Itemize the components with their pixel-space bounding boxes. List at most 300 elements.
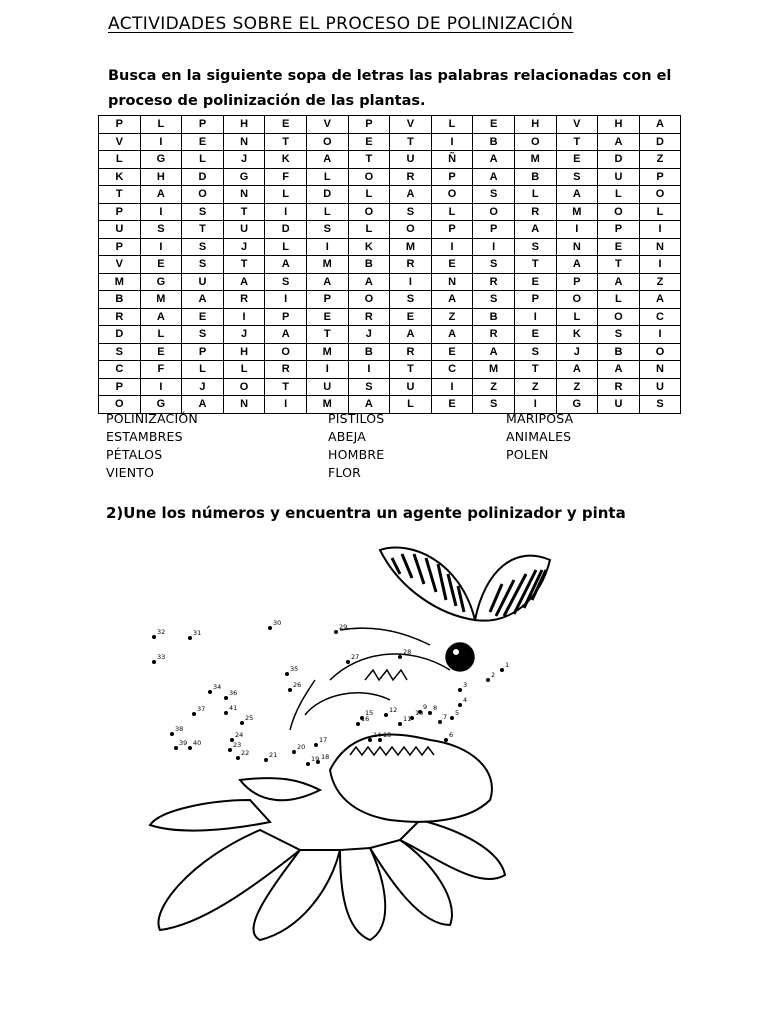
grid-letter-cell: K: [265, 151, 307, 169]
dot-number-label: 20: [297, 743, 306, 751]
grid-letter-cell: I: [431, 378, 473, 396]
grid-letter-cell: O: [556, 291, 598, 309]
dot-number-label: 36: [229, 689, 238, 697]
grid-letter-cell: H: [223, 116, 265, 134]
grid-letter-cell: U: [639, 378, 681, 396]
dot-number-label: 1: [505, 661, 510, 669]
grid-letter-cell: I: [140, 203, 182, 221]
grid-letter-cell: F: [140, 361, 182, 379]
dot-number-label: 32: [157, 628, 166, 636]
grid-letter-cell: O: [431, 186, 473, 204]
grid-letter-cell: E: [514, 273, 556, 291]
grid-letter-cell: A: [598, 361, 640, 379]
dot-point: [384, 713, 388, 717]
grid-letter-cell: O: [598, 203, 640, 221]
grid-letter-cell: A: [639, 291, 681, 309]
grid-letter-cell: M: [140, 291, 182, 309]
dot-number-label: 8: [433, 704, 438, 712]
grid-letter-cell: G: [556, 396, 598, 414]
grid-letter-cell: N: [556, 238, 598, 256]
dot-number-label: 10: [415, 709, 424, 717]
grid-letter-cell: U: [99, 221, 141, 239]
dot-point: [458, 703, 462, 707]
grid-letter-cell: B: [598, 343, 640, 361]
grid-letter-cell: L: [306, 168, 348, 186]
grid-letter-cell: D: [182, 168, 224, 186]
dot-point: [230, 738, 234, 742]
grid-letter-cell: S: [182, 203, 224, 221]
grid-letter-cell: O: [598, 308, 640, 326]
grid-letter-cell: O: [348, 168, 390, 186]
dot-number-label: 33: [157, 653, 166, 661]
dot-number-label: 34: [213, 683, 222, 691]
grid-letter-cell: P: [348, 116, 390, 134]
grid-letter-cell: S: [306, 221, 348, 239]
grid-letter-cell: Z: [639, 151, 681, 169]
grid-letter-cell: P: [431, 221, 473, 239]
grid-letter-cell: T: [348, 151, 390, 169]
grid-letter-cell: P: [473, 221, 515, 239]
grid-letter-cell: P: [265, 308, 307, 326]
grid-letter-cell: E: [431, 343, 473, 361]
dot-number-label: 31: [193, 629, 202, 637]
dot-point: [285, 672, 289, 676]
grid-letter-cell: L: [99, 151, 141, 169]
grid-letter-cell: I: [514, 396, 556, 414]
grid-letter-cell: T: [390, 133, 432, 151]
dot-number-label: 13: [383, 731, 392, 739]
grid-letter-cell: A: [348, 273, 390, 291]
grid-letter-cell: L: [140, 326, 182, 344]
grid-letter-cell: B: [473, 308, 515, 326]
grid-letter-cell: A: [514, 221, 556, 239]
grid-letter-cell: A: [639, 116, 681, 134]
grid-letter-cell: H: [598, 116, 640, 134]
grid-row: [99, 186, 681, 204]
grid-letter-cell: B: [473, 133, 515, 151]
dot-number-label: 22: [241, 749, 250, 757]
grid-letter-cell: E: [182, 133, 224, 151]
grid-letter-cell: E: [556, 151, 598, 169]
dot-number-label: 18: [321, 753, 330, 761]
grid-letter-cell: R: [390, 256, 432, 274]
dot-point: [314, 743, 318, 747]
grid-letter-cell: A: [306, 151, 348, 169]
dot-number-label: 6: [449, 731, 454, 739]
grid-letter-cell: I: [639, 221, 681, 239]
word-list-item: POLINIZACIÓN: [106, 411, 198, 426]
grid-letter-cell: I: [514, 308, 556, 326]
dot-point: [486, 678, 490, 682]
grid-letter-cell: I: [639, 256, 681, 274]
grid-row: [99, 256, 681, 274]
grid-letter-cell: S: [514, 343, 556, 361]
grid-row: [99, 133, 681, 151]
grid-letter-cell: E: [473, 116, 515, 134]
dot-point: [428, 711, 432, 715]
grid-letter-cell: O: [348, 203, 390, 221]
grid-letter-cell: P: [182, 343, 224, 361]
dot-number-label: 25: [245, 714, 254, 722]
grid-letter-cell: L: [556, 308, 598, 326]
grid-letter-cell: E: [140, 256, 182, 274]
grid-letter-cell: J: [556, 343, 598, 361]
grid-letter-cell: A: [431, 291, 473, 309]
grid-letter-cell: J: [223, 326, 265, 344]
grid-letter-cell: A: [598, 133, 640, 151]
dot-point: [398, 655, 402, 659]
word-list: [106, 410, 666, 482]
grid-letter-cell: L: [182, 151, 224, 169]
grid-letter-cell: S: [598, 326, 640, 344]
grid-letter-cell: A: [390, 326, 432, 344]
dot-number-label: 28: [403, 648, 412, 656]
grid-letter-cell: O: [390, 221, 432, 239]
grid-letter-cell: Ñ: [431, 151, 473, 169]
grid-row: [99, 221, 681, 239]
grid-letter-cell: P: [639, 168, 681, 186]
grid-letter-cell: L: [431, 203, 473, 221]
grid-letter-cell: T: [182, 221, 224, 239]
dot-point: [450, 716, 454, 720]
grid-letter-cell: E: [306, 308, 348, 326]
grid-letter-cell: O: [223, 378, 265, 396]
grid-letter-cell: S: [182, 326, 224, 344]
grid-letter-cell: Z: [431, 308, 473, 326]
grid-letter-cell: P: [556, 273, 598, 291]
grid-letter-cell: G: [223, 168, 265, 186]
grid-letter-cell: U: [390, 378, 432, 396]
grid-letter-cell: T: [556, 133, 598, 151]
grid-letter-cell: U: [182, 273, 224, 291]
grid-letter-cell: A: [598, 273, 640, 291]
dot-number-label: 11: [403, 715, 412, 723]
grid-letter-cell: S: [473, 291, 515, 309]
grid-letter-cell: R: [473, 326, 515, 344]
grid-letter-cell: R: [265, 361, 307, 379]
grid-letter-cell: B: [514, 168, 556, 186]
grid-letter-cell: I: [265, 203, 307, 221]
dot-number-label: 24: [235, 731, 244, 739]
grid-letter-cell: L: [348, 221, 390, 239]
grid-letter-cell: I: [431, 238, 473, 256]
word-list-item: PISTILOS: [328, 411, 385, 426]
grid-letter-cell: L: [598, 186, 640, 204]
grid-letter-cell: I: [473, 238, 515, 256]
word-list-item: POLEN: [506, 447, 549, 462]
grid-letter-cell: L: [182, 361, 224, 379]
grid-letter-cell: E: [431, 256, 473, 274]
grid-letter-cell: H: [514, 116, 556, 134]
grid-letter-cell: A: [182, 396, 224, 414]
grid-letter-cell: E: [598, 238, 640, 256]
dot-point: [264, 758, 268, 762]
grid-letter-cell: A: [390, 186, 432, 204]
grid-letter-cell: K: [99, 168, 141, 186]
flower-illustration: [150, 734, 505, 940]
dot-number-label: 16: [361, 715, 370, 723]
grid-letter-cell: U: [390, 151, 432, 169]
grid-letter-cell: P: [598, 221, 640, 239]
grid-letter-cell: B: [99, 291, 141, 309]
grid-letter-cell: J: [223, 238, 265, 256]
grid-letter-cell: T: [390, 361, 432, 379]
grid-letter-cell: I: [140, 238, 182, 256]
dot-point: [224, 696, 228, 700]
grid-letter-cell: I: [639, 326, 681, 344]
grid-letter-cell: M: [306, 256, 348, 274]
grid-row: [99, 238, 681, 256]
grid-letter-cell: T: [598, 256, 640, 274]
word-list-item: HOMBRE: [328, 447, 385, 462]
dot-point: [188, 636, 192, 640]
grid-row: [99, 326, 681, 344]
grid-letter-cell: C: [99, 361, 141, 379]
grid-letter-cell: O: [265, 343, 307, 361]
grid-letter-cell: L: [431, 116, 473, 134]
grid-letter-cell: R: [348, 308, 390, 326]
dot-number-label: 7: [443, 713, 448, 721]
grid-letter-cell: R: [473, 273, 515, 291]
grid-letter-cell: O: [306, 133, 348, 151]
grid-letter-cell: R: [598, 378, 640, 396]
grid-letter-cell: A: [182, 291, 224, 309]
grid-letter-cell: I: [140, 378, 182, 396]
grid-letter-cell: A: [223, 273, 265, 291]
word-list-item: FLOR: [328, 465, 362, 480]
grid-letter-cell: V: [306, 116, 348, 134]
grid-letter-cell: S: [182, 238, 224, 256]
word-list-item: MARIPOSA: [506, 411, 574, 426]
dot-number-label: 21: [269, 751, 278, 759]
grid-letter-cell: P: [99, 116, 141, 134]
word-list-item: ESTAMBRES: [106, 429, 183, 444]
dot-point: [240, 721, 244, 725]
grid-letter-cell: I: [556, 221, 598, 239]
dot-number-label: 29: [339, 623, 348, 631]
grid-letter-cell: A: [556, 256, 598, 274]
grid-letter-cell: E: [348, 133, 390, 151]
dot-point: [188, 746, 192, 750]
grid-letter-cell: P: [306, 291, 348, 309]
dot-point: [208, 690, 212, 694]
word-list-item: ANIMALES: [506, 429, 572, 444]
dot-number-label: 19: [311, 755, 320, 763]
dot-number-label: 23: [233, 741, 242, 749]
grid-letter-cell: A: [265, 256, 307, 274]
grid-letter-cell: P: [99, 238, 141, 256]
grid-row: [99, 378, 681, 396]
grid-letter-cell: B: [348, 343, 390, 361]
grid-letter-cell: V: [99, 256, 141, 274]
grid-letter-cell: R: [514, 203, 556, 221]
grid-letter-cell: N: [223, 133, 265, 151]
grid-letter-cell: R: [99, 308, 141, 326]
grid-letter-cell: N: [639, 238, 681, 256]
grid-letter-cell: S: [265, 273, 307, 291]
dot-number-label: 15: [365, 709, 374, 717]
dot-point: [306, 762, 310, 766]
grid-letter-cell: P: [99, 203, 141, 221]
grid-letter-cell: J: [223, 151, 265, 169]
grid-letter-cell: T: [514, 256, 556, 274]
grid-letter-cell: L: [265, 238, 307, 256]
grid-letter-cell: P: [182, 116, 224, 134]
grid-letter-cell: D: [598, 151, 640, 169]
grid-letter-cell: L: [390, 396, 432, 414]
grid-letter-cell: T: [306, 326, 348, 344]
dot-number-label: 27: [351, 653, 360, 661]
dot-point: [170, 732, 174, 736]
dot-number-label: 9: [423, 703, 428, 711]
grid-letter-cell: A: [473, 168, 515, 186]
grid-letter-cell: O: [639, 343, 681, 361]
grid-row: [99, 168, 681, 186]
grid-letter-cell: D: [639, 133, 681, 151]
dot-point: [444, 738, 448, 742]
grid-letter-cell: S: [140, 221, 182, 239]
grid-letter-cell: J: [348, 326, 390, 344]
dot-point: [288, 688, 292, 692]
grid-letter-cell: A: [556, 186, 598, 204]
grid-letter-cell: T: [99, 186, 141, 204]
grid-letter-cell: N: [639, 361, 681, 379]
grid-letter-cell: T: [265, 133, 307, 151]
grid-letter-cell: P: [99, 378, 141, 396]
grid-letter-cell: A: [140, 308, 182, 326]
grid-letter-cell: I: [223, 308, 265, 326]
dot-number-label: 35: [290, 665, 299, 673]
grid-letter-cell: C: [639, 308, 681, 326]
grid-letter-cell: S: [639, 396, 681, 414]
grid-letter-cell: P: [431, 168, 473, 186]
grid-letter-cell: O: [514, 133, 556, 151]
grid-letter-cell: G: [140, 273, 182, 291]
grid-letter-cell: I: [265, 291, 307, 309]
dot-point: [356, 722, 360, 726]
grid-letter-cell: U: [223, 221, 265, 239]
grid-letter-cell: I: [265, 396, 307, 414]
grid-letter-cell: N: [223, 186, 265, 204]
grid-letter-cell: L: [598, 291, 640, 309]
grid-letter-cell: G: [140, 151, 182, 169]
dot-number-label: 3: [463, 681, 468, 689]
grid-letter-cell: I: [390, 273, 432, 291]
grid-letter-cell: S: [99, 343, 141, 361]
grid-letter-cell: R: [223, 291, 265, 309]
grid-letter-cell: I: [140, 133, 182, 151]
grid-letter-cell: U: [598, 396, 640, 414]
dot-point: [192, 712, 196, 716]
dot-point: [346, 660, 350, 664]
grid-letter-cell: Z: [473, 378, 515, 396]
grid-letter-cell: L: [348, 186, 390, 204]
grid-letter-cell: J: [182, 378, 224, 396]
grid-row: [99, 361, 681, 379]
word-list-item: VIENTO: [106, 465, 155, 480]
grid-letter-cell: L: [223, 361, 265, 379]
dot-point: [224, 711, 228, 715]
grid-letter-cell: A: [348, 396, 390, 414]
dot-number-label: 17: [319, 736, 328, 744]
grid-letter-cell: U: [598, 168, 640, 186]
dot-number-label: 14: [373, 731, 382, 739]
grid-letter-cell: A: [473, 343, 515, 361]
grid-letter-cell: M: [306, 343, 348, 361]
grid-row: [99, 203, 681, 221]
dot-number-label: 30: [273, 619, 282, 627]
grid-letter-cell: E: [182, 308, 224, 326]
grid-letter-cell: N: [223, 396, 265, 414]
grid-letter-cell: E: [390, 308, 432, 326]
dot-number-label: 41: [229, 704, 238, 712]
grid-letter-cell: F: [265, 168, 307, 186]
grid-letter-cell: S: [473, 186, 515, 204]
grid-letter-cell: I: [431, 133, 473, 151]
grid-letter-cell: L: [639, 203, 681, 221]
grid-letter-cell: O: [99, 396, 141, 414]
grid-letter-cell: A: [473, 151, 515, 169]
grid-letter-cell: Z: [556, 378, 598, 396]
grid-row: [99, 151, 681, 169]
dot-number-label: 40: [193, 739, 202, 747]
word-list-item: [506, 464, 666, 482]
dot-point: [228, 748, 232, 752]
grid-letter-cell: C: [431, 361, 473, 379]
grid-row: [99, 291, 681, 309]
grid-letter-cell: S: [348, 378, 390, 396]
grid-letter-cell: T: [223, 203, 265, 221]
grid-row: [99, 116, 681, 134]
grid-letter-cell: P: [514, 291, 556, 309]
grid-letter-cell: T: [223, 256, 265, 274]
grid-letter-cell: Z: [514, 378, 556, 396]
dot-number-label: 5: [455, 709, 460, 717]
question-2: 2)Une los números y encuentra un agente polinizador y pinta: [106, 504, 626, 522]
dot-point: [174, 746, 178, 750]
grid-letter-cell: O: [348, 291, 390, 309]
grid-letter-cell: K: [556, 326, 598, 344]
dot-number-label: 37: [197, 705, 206, 713]
dot-point: [152, 635, 156, 639]
dot-point: [438, 720, 442, 724]
dot-point: [368, 738, 372, 742]
grid-letter-cell: S: [514, 238, 556, 256]
grid-letter-cell: A: [140, 186, 182, 204]
word-list-item: PÉTALOS: [106, 447, 163, 462]
grid-letter-cell: I: [306, 238, 348, 256]
grid-letter-cell: L: [265, 186, 307, 204]
dot-point: [292, 750, 296, 754]
grid-letter-cell: N: [431, 273, 473, 291]
grid-letter-cell: V: [556, 116, 598, 134]
grid-letter-cell: T: [514, 361, 556, 379]
dot-number-label: 12: [389, 706, 398, 714]
grid-letter-cell: D: [306, 186, 348, 204]
dot-point: [458, 688, 462, 692]
dot-point: [152, 660, 156, 664]
grid-letter-cell: L: [306, 203, 348, 221]
word-list-item: ABEJA: [328, 429, 367, 444]
connect-the-dots-drawing: [130, 530, 650, 950]
grid-row: [99, 273, 681, 291]
grid-letter-cell: E: [431, 396, 473, 414]
dot-point: [268, 626, 272, 630]
grid-letter-cell: S: [390, 291, 432, 309]
grid-letter-cell: A: [431, 326, 473, 344]
grid-letter-cell: O: [182, 186, 224, 204]
grid-letter-cell: H: [140, 168, 182, 186]
